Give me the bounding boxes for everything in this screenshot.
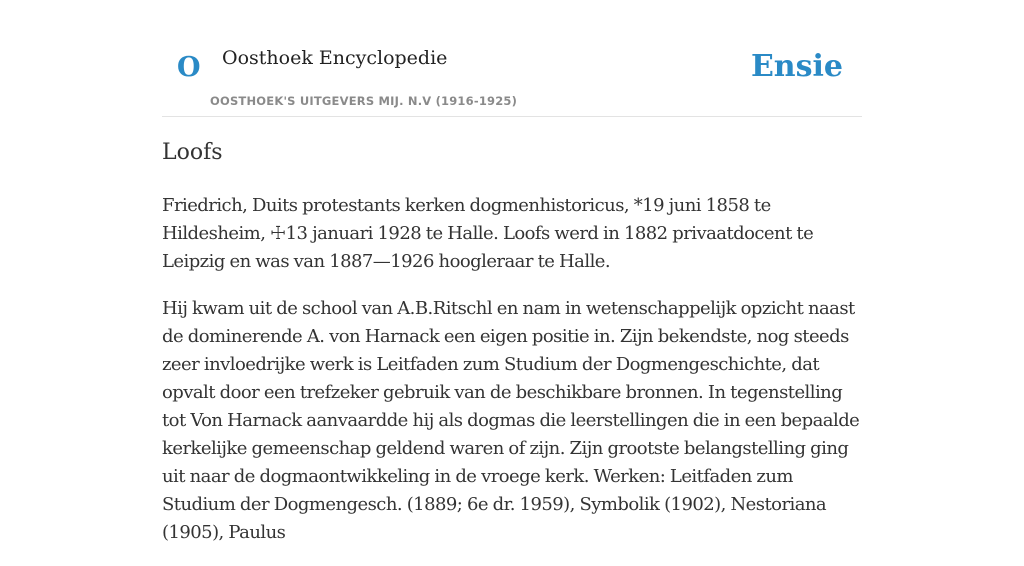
publisher-subtitle: OOSTHOEK'S UITGEVERS MIJ. N.V (1916-1925) <box>210 94 518 108</box>
page <box>162 0 862 543</box>
site-logo-letter[interactable]: O <box>177 52 201 83</box>
entry-paragraph: Hij kwam uit de school van A.B.Ritschl en nam in wetenschappelijk opzicht naast de dominerende A. von Harnack een eigen positie in. Zijn bekendste, nog steeds zeer invloedrijke werk is Leitfaden zum Studium der Dogmengeschichte, dat opvalt door een trefzeker gebruik van de beschikbare bronnen. In tegenstelling tot Von Harnack aanvaardde hij als dogmas die leerstellingen die in een bepaalde kerkelijke gemeenschap geldend waren of zijn. Zijn grootste belangstelling ging uit naar de dogmaontwikkeling in de vroege kerk. Werken: Leitfaden zum Studium der Dogmengesch. (1889; 6e dr. 1959), Symbolik (1902), Nestoriana (1905), Paulus <box>162 298 860 543</box>
entry-title: Loofs <box>162 140 223 165</box>
entry-body <box>162 192 862 566</box>
entry-paragraph: Friedrich, Duits protestants kerken dogmenhistoricus, *19 juni 1858 te Hildesheim, ☩13 januari 1928 te Halle. Loofs werd in 1882 privaatdocent te Leipzig en was van 1887—1926 hoogleraar te Halle. <box>162 195 814 272</box>
site-header <box>162 0 862 117</box>
site-title[interactable]: Oosthoek Encyclopedie <box>222 47 448 69</box>
ensie-home-link[interactable]: Ensie <box>750 49 843 84</box>
